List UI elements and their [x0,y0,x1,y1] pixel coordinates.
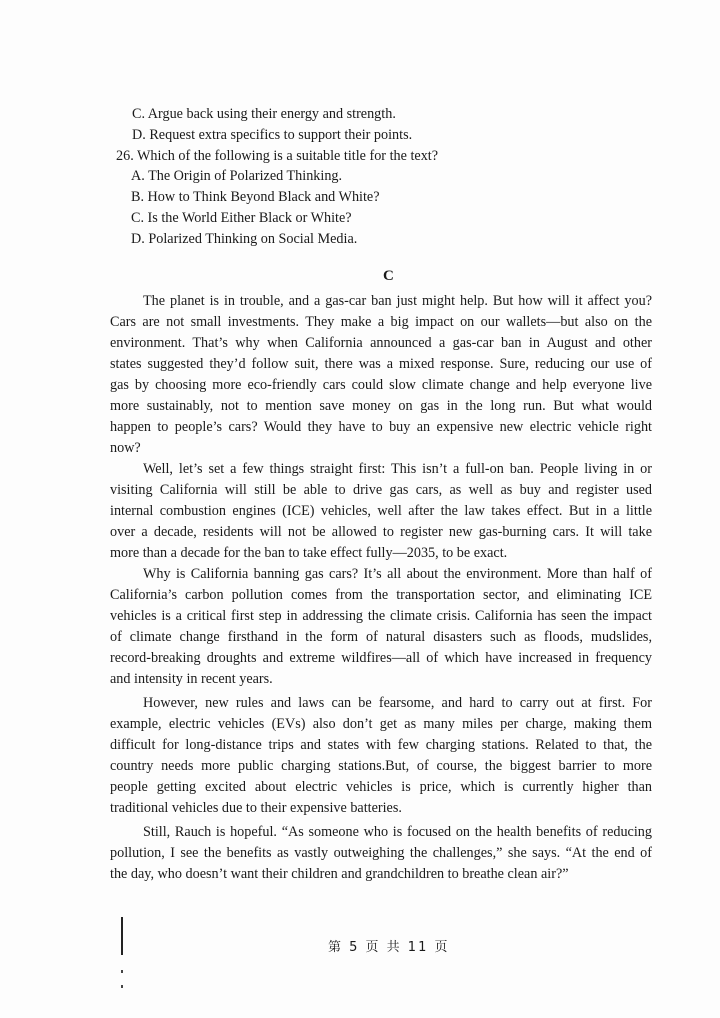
passage-line: environment. That’s why when California announced a gas-car ban in August and other [110,335,652,351]
page-number: 第 5 页 共 11 页 [328,940,450,955]
question-26-stem: 26. Which of the following is a suitable title for the text? [116,148,439,164]
passage-line: visiting California will still be able to drive gas cars, as well as buy and register used [110,482,652,498]
passage-line: vehicles is a critical first step in addressing the climate crisis. California has seen the impact [110,608,652,624]
passage-line: country needs more public charging stations.But, of course, the biggest barrier to more [110,758,652,774]
passage-line: the day, who doesn’t want their children and grandchildren to breathe clean air?” [110,866,569,882]
passage-line: and intensity in recent years. [110,671,273,687]
passage-line: over a decade, residents will not be allowed to register new gas-burning cars. It will take [110,524,652,540]
passage-line: example, electric vehicles (EVs) also don’t get as many miles per charge, making them [110,716,652,732]
passage-line: of climate change firsthand in the form of natural disasters such as floods, mudslides, [110,629,652,645]
passage-line: internal combustion engines (ICE) vehicles, well after the law takes effect. But in a little [110,503,652,519]
question-26-option-b: B. How to Think Beyond Black and White? [131,189,380,205]
passage-line: The planet is in trouble, and a gas-car ban just might help. But how will it affect you? [143,293,652,309]
question-26-option-d: D. Polarized Thinking on Social Media. [131,231,358,247]
question-26-option-a: A. The Origin of Polarized Thinking. [131,168,343,184]
passage-line: states suggested they’d follow suit, there was a mixed response. Sure, reducing our use of [110,356,652,372]
passage-line: people getting excited about electric vehicles is price, which is currently higher than [110,779,652,795]
passage-line: Why is California banning gas cars? It’s all about the environment. More than half of [143,566,652,582]
passage-line: However, new rules and laws can be fearsome, and hard to carry out at first. For [143,695,652,711]
passage-line: record-breaking droughts and extreme wildfires—all of which have increased in frequency [110,650,652,666]
passage-line: now? [110,440,141,456]
margin-dot [121,970,123,973]
passage-line: traditional vehicles due to their expensive batteries. [110,800,402,816]
section-heading: C [383,268,394,284]
margin-line [121,917,123,955]
option-d-prev: D. Request extra specifics to support their points. [132,127,413,143]
margin-dot [121,985,123,988]
passage-line: difficult for long-distance trips and states with few charging stations. Related to that, the [110,737,652,753]
option-c-prev: C. Argue back using their energy and strength. [132,106,396,122]
passage-line: gas by choosing more eco-friendly cars could slow climate change and help everyone live [110,377,652,393]
question-26-option-c: C. Is the World Either Black or White? [131,210,352,226]
passage-line: pollution, I see the benefits as vastly outweighing the challenges,” she says. “At the end of [110,845,652,861]
passage-line: Cars are not small investments. They make a big impact on our wallets—but also on the [110,314,652,330]
passage-line: Well, let’s set a few things straight first: This isn’t a full-on ban. People living in or [143,461,652,477]
passage-line: more sustainably, not to mention save money on gas in the long run. But what would [110,398,652,414]
passage-line: California’s carbon pollution comes from the transportation sector, and eliminating ICE [110,587,652,603]
passage-line: happen to people’s cars? Would they have to buy an expensive new electric vehicle right [110,419,652,435]
passage-line: more than a decade for the ban to take effect fully—2035, to be exact. [110,545,508,561]
passage-line: Still, Rauch is hopeful. “As someone who is focused on the health benefits of reducing [143,824,652,840]
